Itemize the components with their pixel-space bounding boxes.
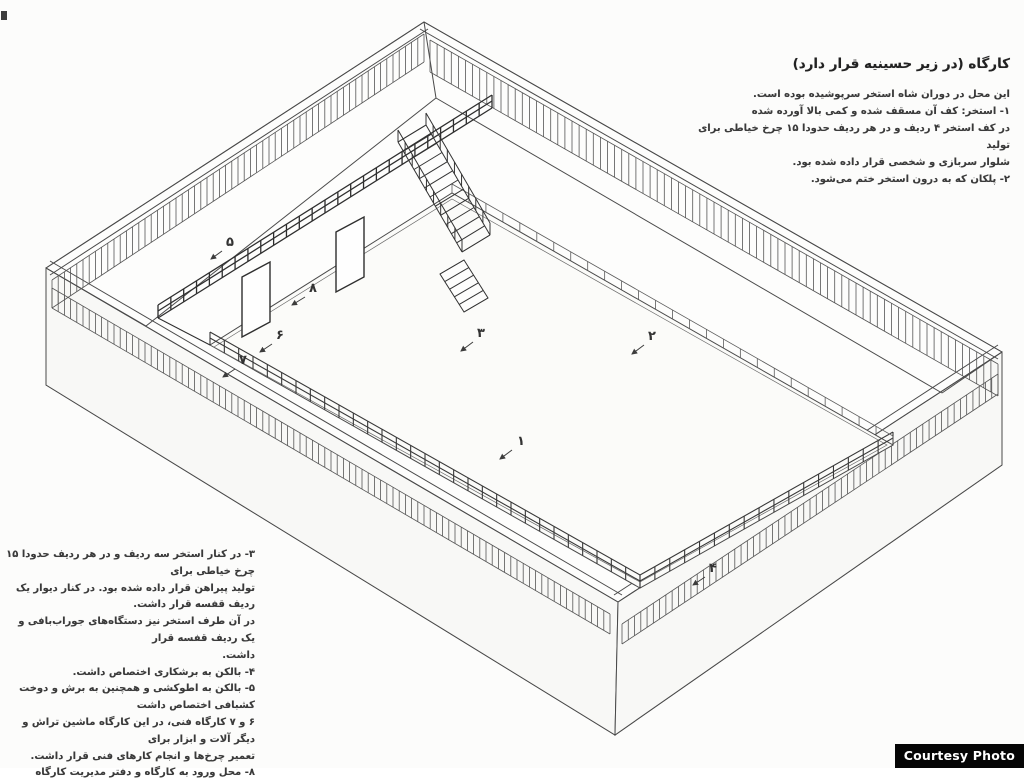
legend-line: در آن طرف استخر نیز دستگاه‌های جوراب‌بافی و یک ردیف قفسه قرار	[18, 616, 255, 644]
pool-label-8: ۸	[309, 281, 317, 296]
pool-label-7: ۷	[239, 353, 247, 368]
pool-label-4: ۴	[709, 561, 717, 576]
top-annotation-block	[680, 56, 1010, 188]
legend-line: ۶ و ۷ کارگاه فنی، در این کارگاه ماشین تراش و دیگر آلات و ابزار برای	[22, 716, 255, 745]
legend-line: ۴- بالکن به برشکاری اختصاص داشت.	[72, 666, 255, 678]
note-line: در کف استخر ۴ ردیف و در هر ردیف حدودا ۱۵ چرخ خیاطی برای تولید	[698, 123, 1010, 151]
legend-line: تولید پیراهن قرار داده شده بود. در کنار دیوار یک ردیف قفسه قرار داشت.	[15, 582, 255, 611]
note-line: ۲- پلکان که به درون استخر ختم می‌شود.	[810, 174, 1010, 185]
legend-line: ۵- بالکن به اطوکشی و همچنین به برش و دوخت کشبافی اختصاص داشت	[19, 683, 255, 712]
note-line: شلوار سربازی و شخصی قرار داده شده بود.	[792, 157, 1010, 168]
pool-label-6: ۶	[276, 328, 284, 343]
credit-badge: Courtesy Photo	[895, 744, 1024, 768]
pool-label-1: ۱	[517, 434, 525, 449]
scan-artifact	[1, 11, 7, 20]
pool-label-3: ۳	[477, 326, 485, 341]
note-line: این محل در دوران شاه استخر سرپوشیده بوده است.	[753, 89, 1010, 100]
bottom-legend-block	[2, 547, 255, 782]
note-line: ۱- استخر: کف آن مسقف شده و کمی بالا آورده شده	[751, 106, 1010, 117]
legend-line: ۳- در کنار استخر سه ردیف و در هر ردیف حدودا ۱۵ چرخ خیاطی برای	[6, 549, 255, 577]
legend-line: ۸- محل ورود به کارگاه و دفتر مدیریت کارگاه	[35, 767, 255, 779]
legend-line: تعمیر چرخ‌ها و انجام کارهای فنی قرار داشت.	[30, 750, 255, 762]
pool-label-2: ۲	[648, 329, 656, 344]
diagram-title: کارگاه (در زیر حسینیه قرار دارد)	[792, 56, 1010, 72]
pool-label-5: ۵	[226, 235, 234, 250]
legend-line: داشت.	[222, 649, 255, 661]
